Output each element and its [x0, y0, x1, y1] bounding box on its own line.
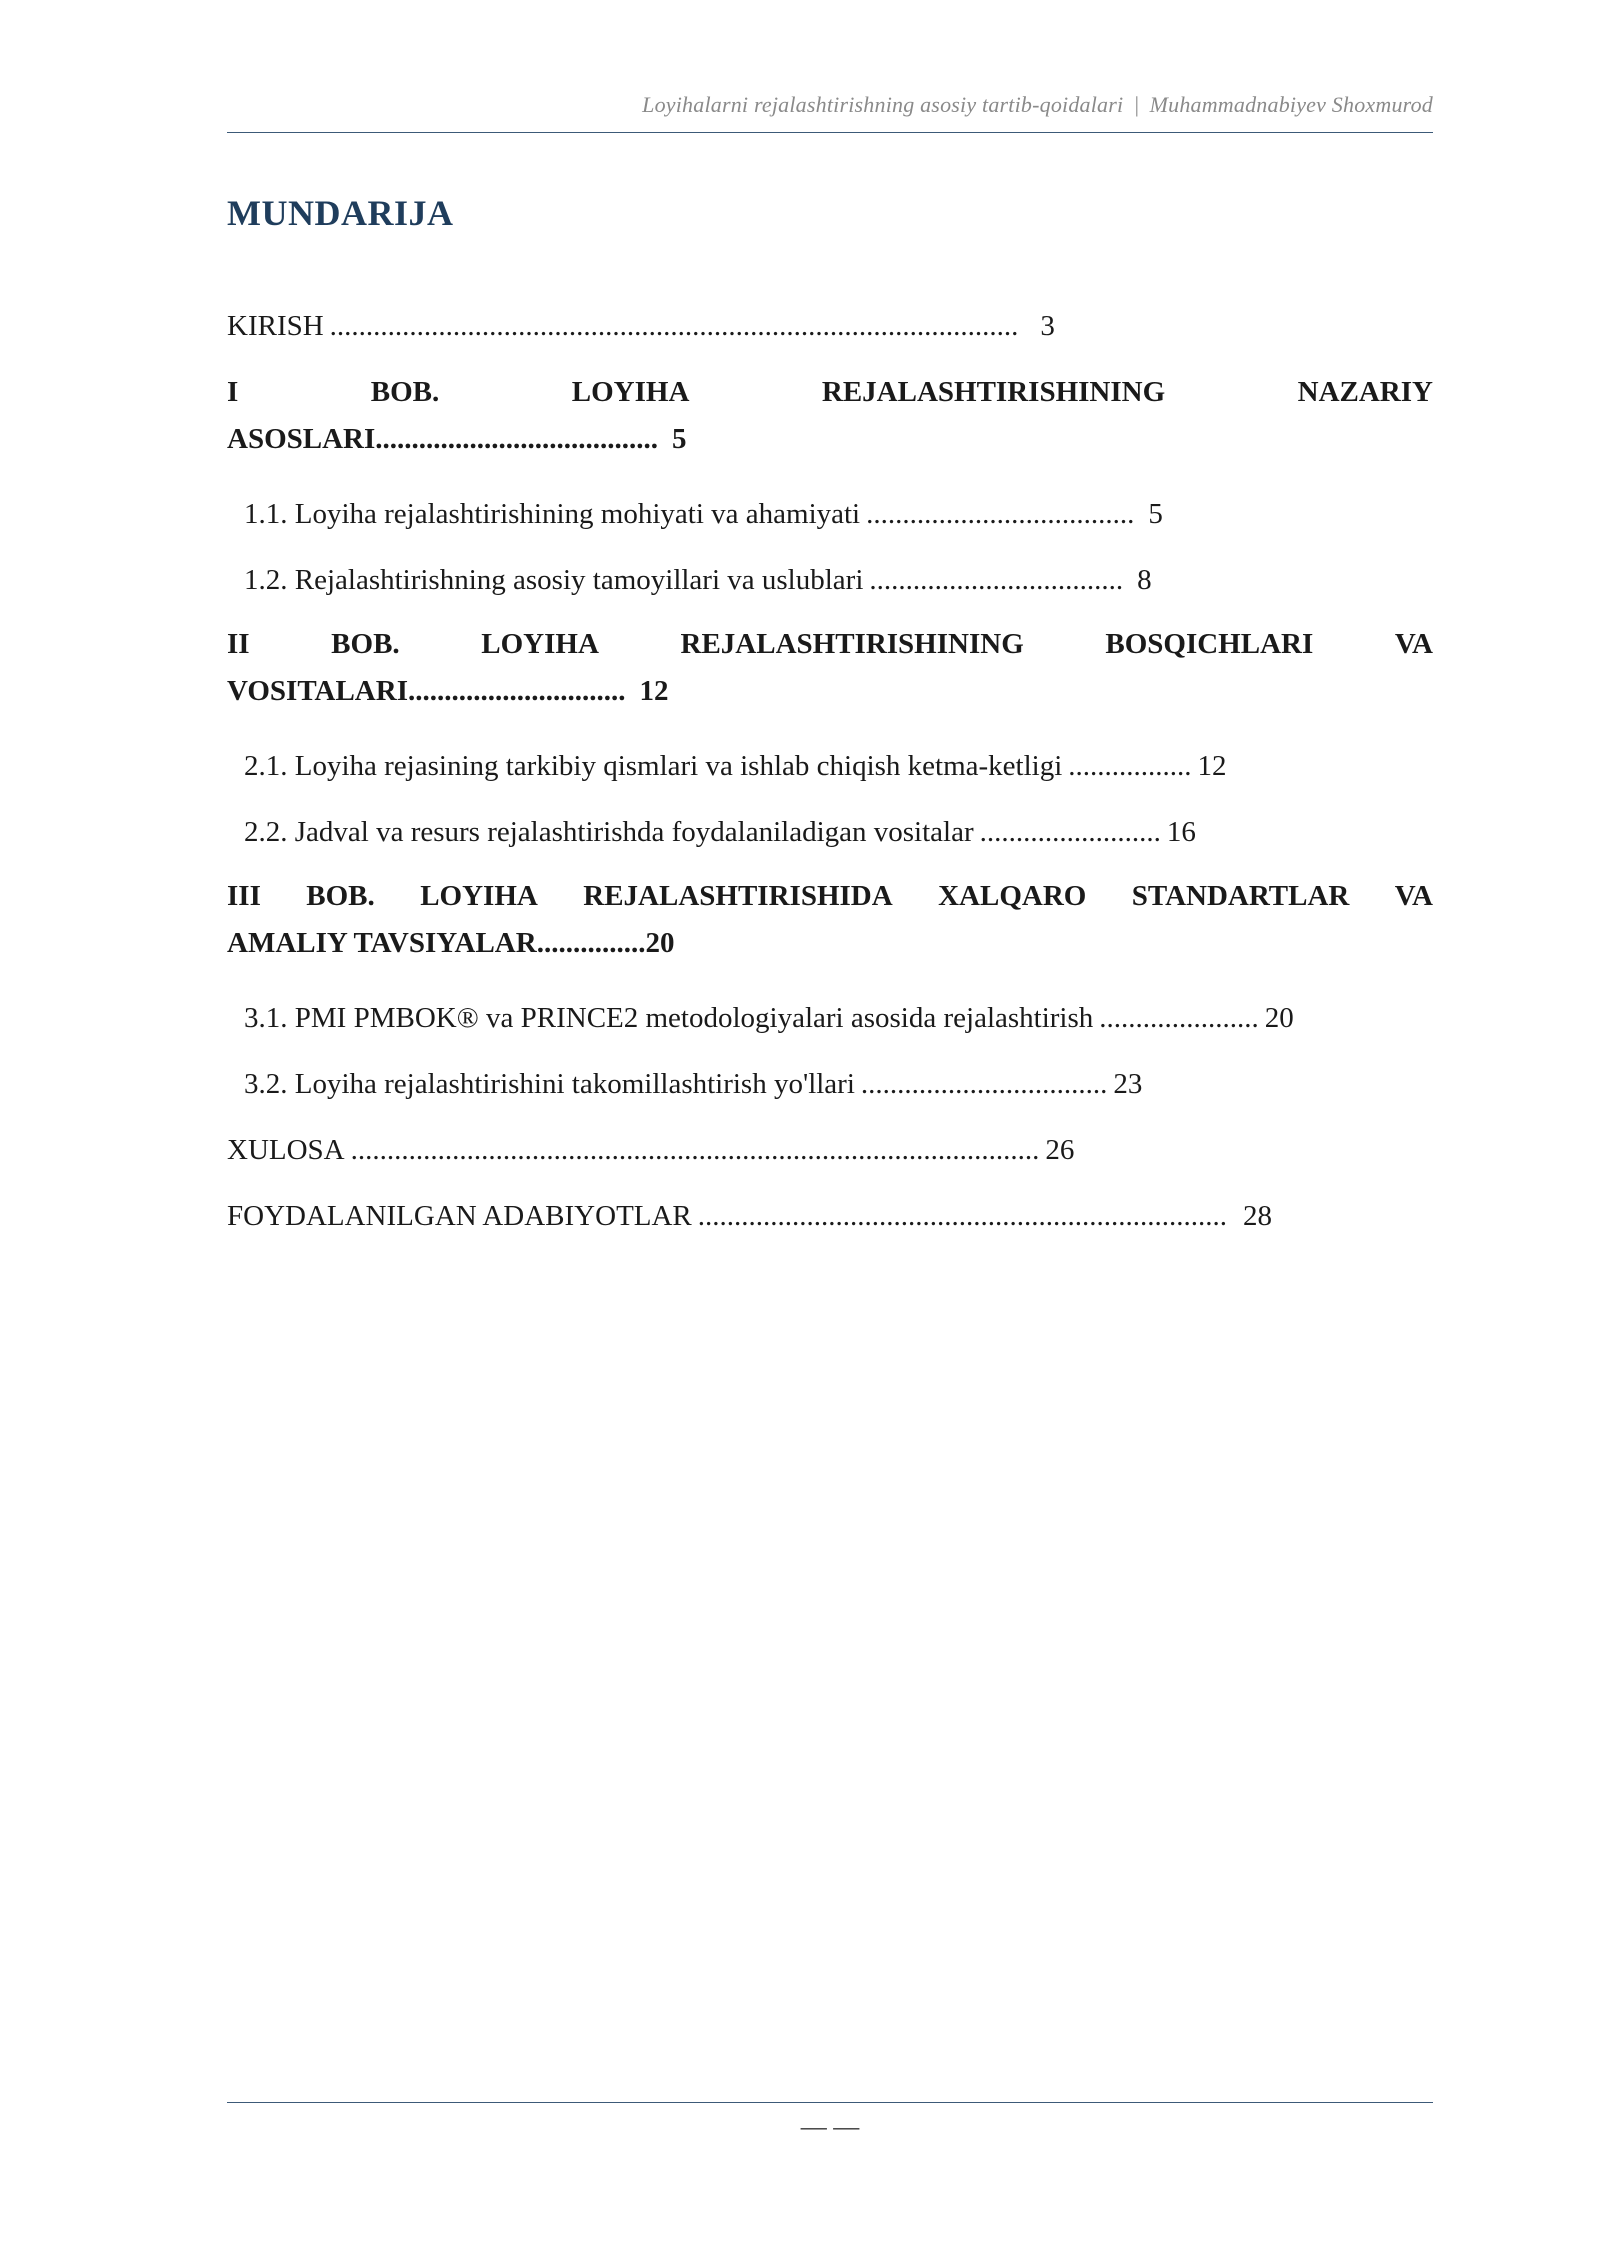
header-author: Muhammadnabiyev Shoxmurod	[1149, 92, 1433, 117]
chapter-word: LOYIHA	[571, 376, 690, 408]
running-header	[227, 92, 1433, 118]
toc-entry-label: 2.1. Loyiha rejasining tarkibiy qismlari va ishlab chiqish ketma-ketligi	[244, 750, 1063, 782]
toc-page-number: 8	[1137, 564, 1152, 596]
toc-page-number: 5	[1148, 498, 1163, 530]
chapter-word: LOYIHA	[481, 628, 599, 660]
chapter-word: I	[227, 376, 239, 408]
toc-entry-label: 3.1. PMI PMBOK® va PRINCE2 metodologiyalari asosida rejalashtirish	[244, 1002, 1094, 1034]
chapter-word: NAZARIY	[1297, 376, 1433, 408]
toc-entry-xulosa[interactable]	[227, 1134, 1074, 1167]
toc-page-number: 20	[1264, 1002, 1294, 1034]
header-separator: |	[1133, 92, 1140, 117]
footer-rule	[227, 2102, 1433, 2103]
chapter-word: LOYIHA	[420, 880, 538, 912]
toc-entry-2-1[interactable]	[244, 750, 1227, 783]
toc-entry-label: 1.2. Rejalashtirishning asosiy tamoyillari va uslublari	[244, 564, 864, 596]
toc-entry-3-1[interactable]	[244, 1002, 1294, 1035]
toc-entry-label: 2.2. Jadval va resurs rejalashtirishda foydalaniladigan vositalar	[244, 816, 974, 848]
toc-leader-dots: ..............................	[407, 675, 626, 707]
chapter-2-heading-cont	[227, 675, 1433, 708]
chapter-word: BOB.	[331, 628, 400, 660]
toc-entry-label: 3.2. Loyiha rejalashtirishini takomillashtirish yo'llari	[244, 1068, 855, 1100]
toc-leader-dots: .........................................................................	[697, 1200, 1228, 1232]
chapter-word: VA	[1394, 628, 1433, 660]
chapter-3-heading-cont	[227, 927, 1433, 960]
chapter-1-heading-cont	[227, 423, 1433, 456]
toc-page-number: 28	[1243, 1200, 1273, 1232]
toc-page-number: 12	[639, 675, 669, 707]
chapter-word: REJALASHTIRISHINING	[821, 376, 1166, 408]
toc-leader-dots: .........................	[979, 816, 1161, 848]
toc-entry-label: FOYDALANILGAN ADABIYOTLAR	[227, 1200, 692, 1232]
toc-leader-dots: .....................................	[866, 498, 1135, 530]
toc-chapter-2[interactable]	[227, 628, 1433, 708]
toc-page-number: 12	[1197, 750, 1227, 782]
header-title: Loyihalarni rejalashtirishning asosiy tartib-qoidalari	[642, 92, 1124, 117]
chapter-word: BOSQICHLARI	[1105, 628, 1314, 660]
toc-entry-3-2[interactable]	[244, 1068, 1142, 1101]
chapter-3-heading-line	[227, 880, 1433, 913]
chapter-1-cont-label: ASOSLARI	[227, 423, 376, 455]
toc-page-number: 3	[1040, 310, 1055, 342]
chapter-word: BOB.	[306, 880, 375, 912]
chapter-word: VA	[1394, 880, 1433, 912]
toc-chapter-1[interactable]	[227, 376, 1433, 456]
chapter-3-cont-label: AMALIY TAVSIYALAR	[227, 927, 537, 959]
toc-leader-dots: ...............	[536, 927, 646, 959]
toc-entry-adabiyotlar[interactable]	[227, 1200, 1272, 1233]
toc-entry-label: KIRISH	[227, 310, 324, 342]
chapter-2-cont-label: VOSITALARI	[227, 675, 408, 707]
toc-leader-dots: ...................................	[869, 564, 1124, 596]
chapter-word: BOB.	[370, 376, 440, 408]
toc-leader-dots: .................	[1068, 750, 1192, 782]
toc-entry-2-2[interactable]	[244, 816, 1196, 849]
toc-chapter-3[interactable]	[227, 880, 1433, 960]
chapter-word: II	[227, 628, 250, 660]
chapter-word: REJALASHTIRISHIDA	[583, 880, 893, 912]
toc-entry-label: 1.1. Loyiha rejalashtirishining mohiyati va ahamiyati	[244, 498, 861, 530]
toc-leader-dots: ...............................................................................................	[329, 310, 1019, 342]
toc-page-number: 5	[672, 423, 687, 455]
toc-page-number: 23	[1113, 1068, 1143, 1100]
header-rule	[227, 132, 1433, 133]
toc-leader-dots: ......................	[1099, 1002, 1259, 1034]
toc-entry-1-1[interactable]	[244, 498, 1163, 531]
chapter-word: XALQARO	[938, 880, 1087, 912]
toc-leader-dots: ...............................................................................................	[350, 1134, 1040, 1166]
toc-title: MUNDARIJA	[227, 193, 454, 233]
toc-entry-kirish[interactable]	[227, 310, 1055, 343]
page-footer: — —	[800, 2112, 860, 2141]
toc-leader-dots: .......................................	[375, 423, 659, 455]
toc-page-number: 20	[645, 927, 675, 959]
toc-entry-1-2[interactable]	[244, 564, 1152, 597]
chapter-word: III	[227, 880, 261, 912]
toc-page-number: 26	[1045, 1134, 1075, 1166]
chapter-1-heading-line	[227, 376, 1433, 409]
toc-leader-dots: ..................................	[860, 1068, 1108, 1100]
chapter-word: REJALASHTIRISHINING	[680, 628, 1024, 660]
toc-entry-label: XULOSA	[227, 1134, 345, 1166]
toc-page-number: 16	[1166, 816, 1196, 848]
chapter-word: STANDARTLAR	[1131, 880, 1350, 912]
chapter-2-heading-line	[227, 628, 1433, 661]
